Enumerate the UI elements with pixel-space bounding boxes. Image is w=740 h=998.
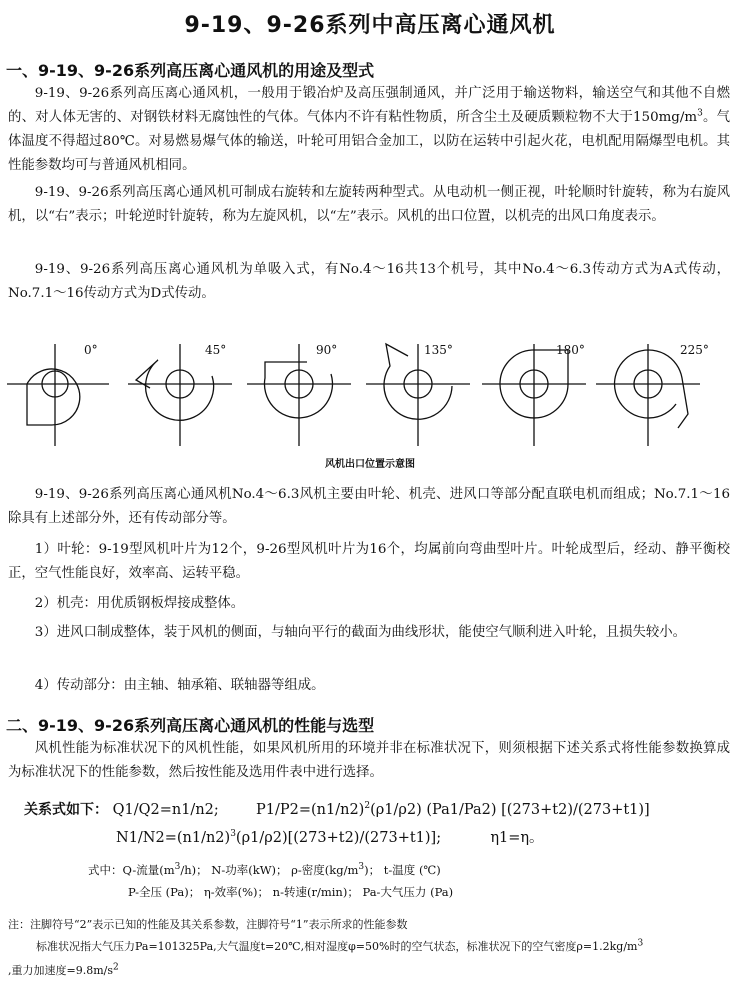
- formula-flow: Q1/Q2=n1/n2;: [112, 802, 219, 818]
- fan-housing-45: [128, 344, 232, 446]
- fan-housing-0: [7, 344, 109, 446]
- note-line-2: 标准状况指大气压力Pa=101325Pa,大气温度t=20℃,相对湿度φ=50%时的空气状态，标准状况下的空气密度$\rho=1.2kg/m^3$: [36, 938, 644, 953]
- angle-label-0: 0°: [84, 343, 98, 357]
- structure-intro: 9-19、9-26系列高压离心通风机No.4～6.3风机主要由叶轮、机壳、进风口等部分配直联电机而组成；No.7.1～16除具有上述部分外，还有传动部分等。: [8, 487, 730, 526]
- section1-heading: 一、9-19、9-26系列高压离心通风机的用途及型式: [6, 61, 375, 80]
- section2-heading: 二、9-19、9-26系列高压离心通风机的性能与选型: [6, 716, 375, 735]
- structure-item-2: 2）机壳：用优质钢板焊接成整体。: [34, 596, 245, 611]
- formula-efficiency: η1=η。: [490, 830, 544, 846]
- angle-label-225: 225°: [680, 343, 709, 357]
- section1-paragraph-1: 9-19、9-26系列高压离心通风机，一般用于锻冶炉及高压强制通风，并广泛用于输送物料，输送空气和其他不自燃的、对人体无害的、对钢铁材料无腐蚀性的气体。气体内不许有粘性物质，所含尘土及硬质颗粒物不大于$150mg/m^3$。气体温度不得超过80℃。对易燃易爆气体的输送，叶轮可用铝合金加工，以防在运转中引起火花，电机配用隔爆型电机。其性能参数均可与普通风机相同。: [8, 86, 730, 173]
- section2-paragraph-1: 风机性能为标准状况下的风机性能，如果风机所用的环境并非在标准状况下，则须根据下述关系式将性能参数换算成为标准状况下的性能参数，然后按性能及选用件表中进行选择。: [8, 741, 730, 780]
- structure-item-4: 4）传动部分：由主轴、轴承箱、联轴器等组成。: [34, 678, 325, 693]
- structure-item-3: 3）进风口制成整体，装于风机的侧面，与轴向平行的截面为曲线形状，能使空气顺利进入叶轮，且损失较小。: [34, 625, 687, 640]
- outlet-position-diagram: [0, 336, 740, 464]
- formula-pressure: $P1/P2=(n1/n2)^2(\rho 1/\rho 2)$ (Pa1/Pa2) [(273+t2)/(273+t1)]: [256, 801, 650, 818]
- formula-power: $N1/N2=(n1/n2)^3(\rho 1/\rho 2)[(273+t2)/(273+t1)]$;: [116, 829, 442, 846]
- angle-label-135: 135°: [424, 343, 453, 357]
- section1-paragraph-2: 9-19、9-26系列高压离心通风机可制成右旋转和左旋转两种型式。从电动机一侧正视，叶轮顺时针旋转，称为右旋风机，以“右”表示；叶轮逆时针旋转，称为左旋风机，以“左”表示。风机的出口位置，以机壳的出风口角度表示。: [8, 185, 730, 224]
- formula-label: 关系式如下：: [24, 802, 108, 818]
- angle-label-45: 45°: [205, 343, 227, 357]
- formula-line-1: [24, 799, 650, 819]
- fan-housing-90: [247, 344, 351, 446]
- diagram-caption: 风机出口位置示意图: [325, 459, 415, 470]
- legend-line-2: P-全压 (Pa)； η-效率(%)； n-转速(r/min)； Pa-大气压力 (Pa): [128, 885, 454, 899]
- legend-line-1: 式中：Q-流量$(m^3/h)$； N-功率(kW)； ρ-密度$(kg/m^3)$； t-温度 (℃): [88, 862, 441, 877]
- note-line-3: ,重力加速度$=9.8m/s^2$: [8, 962, 119, 977]
- angle-label-90: 90°: [316, 343, 338, 357]
- note-line-1: 注：注脚符号“2”表示已知的性能及其关系参数，注脚符号“1”表示所求的性能参数: [8, 918, 408, 931]
- structure-item-1: 1）叶轮：9-19型风机叶片为12个，9-26型风机叶片为16个，均属前向弯曲型叶片。叶轮成型后，经动、静平衡校正，空气性能良好，效率高、运转平稳。: [8, 542, 730, 581]
- angle-label-180: 180°: [556, 343, 585, 357]
- formula-line-2: [116, 826, 544, 847]
- superscript: 3: [697, 108, 703, 119]
- fan-housing-135: [366, 344, 470, 446]
- fan-housing-225: [596, 344, 700, 446]
- document-title: 9-19、9-26系列中高压离心通风机: [184, 13, 556, 38]
- fan-housing-180: [482, 344, 586, 446]
- section1-paragraph-3: 9-19、9-26系列高压离心通风机为单吸入式，有No.4～16共13个机号，其中No.4～6.3传动方式为A式传动，No.7.1～16传动方式为D式传动。: [8, 262, 730, 301]
